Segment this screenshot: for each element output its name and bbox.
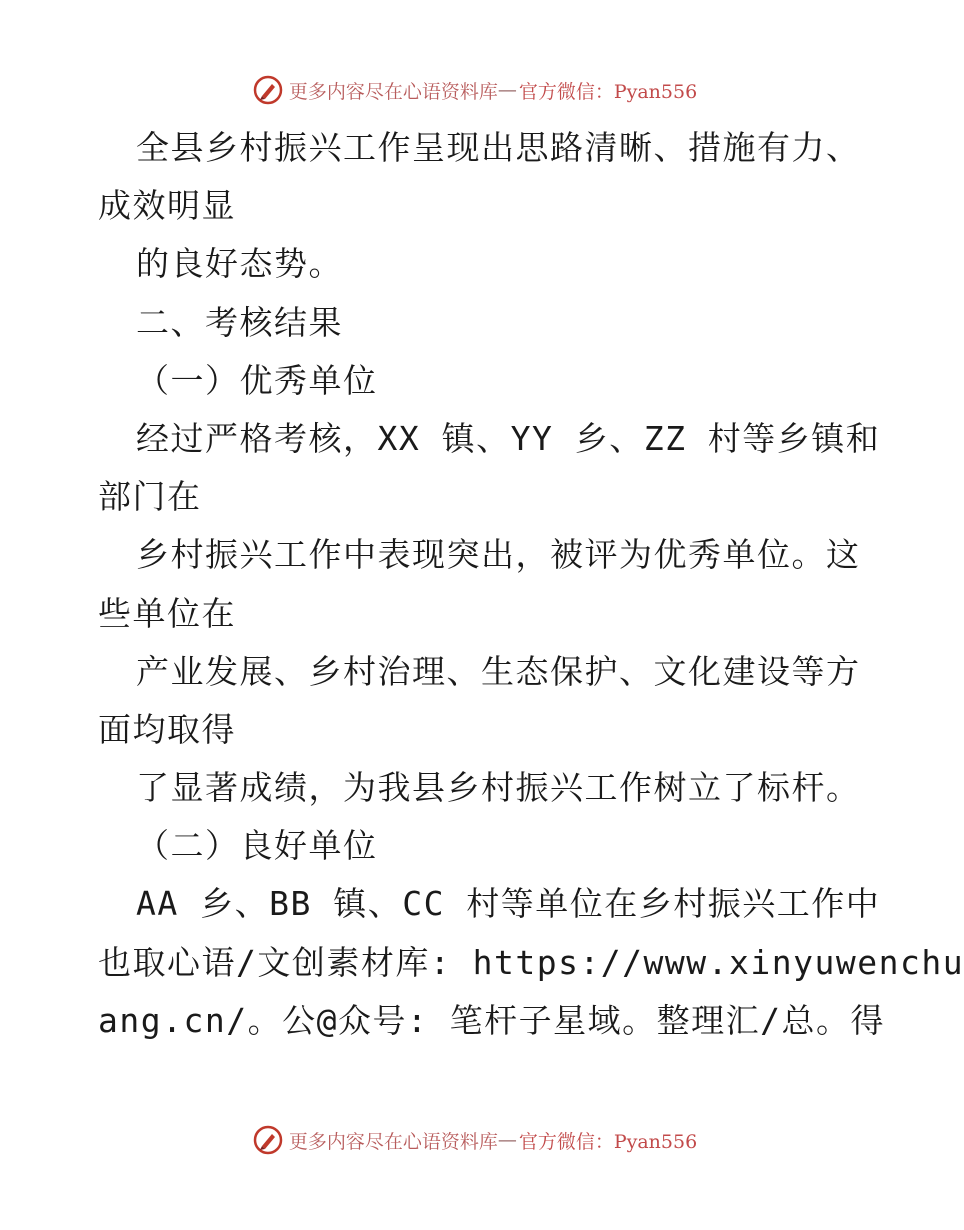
- body-line: ang.cn/。公@众号: 笔杆子星域。整理汇/总。得: [98, 1000, 886, 1040]
- header-wechat-text: 官方微信：Pyan556: [518, 80, 698, 103]
- body-line: 产业发展、乡村治理、生态保护、文化建设等方: [136, 651, 861, 691]
- body-line: 也取心语/文创素材库: https://www.xinyuwenchu: [98, 942, 964, 982]
- footer-wechat-text: 官方微信：Pyan556: [518, 1130, 698, 1153]
- footer-watermark-banner: [0, 1120, 950, 1160]
- body-line: 乡村振兴工作中表现突出，被评为优秀单位。这: [136, 535, 861, 575]
- body-line: 经过严格考核，XX 镇、YY 乡、ZZ 村等乡镇和: [136, 418, 881, 458]
- body-line: 成效明显: [98, 186, 236, 226]
- body-line: 部门在: [98, 477, 202, 517]
- document-body: [98, 119, 964, 1050]
- pen-logo-icon: [253, 75, 283, 105]
- header-watermark-banner: [0, 70, 950, 110]
- header-site-text: 更多内容尽在心语资料库: [288, 80, 498, 103]
- body-line: AA 乡、BB 镇、CC 村等单位在乡村振兴工作中: [136, 884, 881, 924]
- body-line: 的良好态势。: [136, 244, 343, 284]
- body-line: 些单位在: [98, 593, 236, 633]
- body-line: 面均取得: [98, 709, 236, 749]
- footer-separator: —: [497, 1129, 517, 1151]
- header-separator: —: [497, 79, 517, 101]
- footer-site-text: 更多内容尽在心语资料库: [288, 1130, 498, 1153]
- section-heading: 二、考核结果: [136, 302, 343, 342]
- body-line: 全县乡村振兴工作呈现出思路清晰、措施有力、: [136, 128, 861, 167]
- subsection-heading: （二）良好单位: [136, 826, 378, 866]
- pen-logo-icon: [253, 1125, 283, 1155]
- subsection-heading: （一）优秀单位: [136, 360, 378, 400]
- body-line: 了显著成绩，为我县乡村振兴工作树立了标杆。: [136, 768, 861, 808]
